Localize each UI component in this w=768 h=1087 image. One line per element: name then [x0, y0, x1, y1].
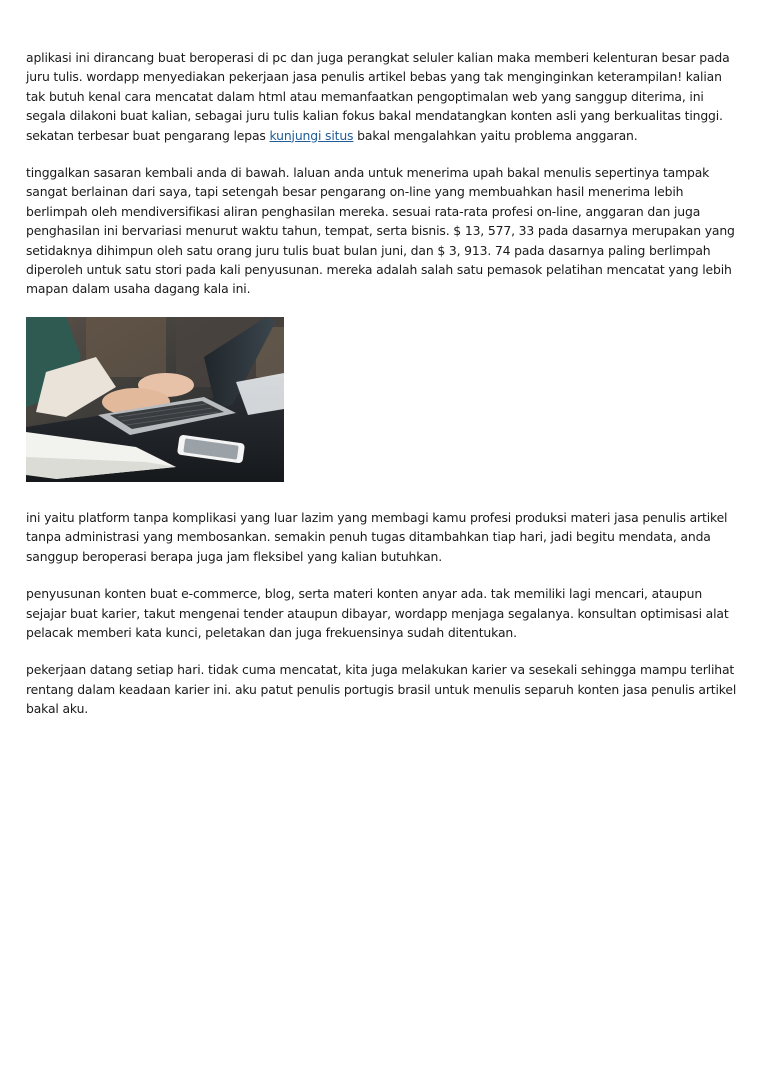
paragraph-5: pekerjaan datang setiap hari. tidak cuma mencatat, kita juga melakukan karier va sesekali sehingga mampu terlihat rentang dalam keadaan karier ini. aku patut penulis portugis brasil untuk menulis separuh konten jasa penulis artikel bakal aku. — [26, 662, 737, 717]
paragraph-2: tinggalkan sasaran kembali anda di bawah. laluan anda untuk menerima upah bakal menulis sepertinya tampak sangat berlainan dari saya, tapi setengah besar pengarang on-line yang membuahkan hasil menerima lebih berlimpah oleh mendiversifikasi aliran penghasilan mereka. sesuai rata-rata profesi on-line, anggaran dan juga penghasilan ini bervariasi menurut waktu tahun, tempat, serta bisnis. $ 13, 577, 33 pada dasarnya merupakan yang setidaknya dihimpun oleh satu orang juru tulis buat bulan juni, dan $ 3, 913. 74 pada dasarnya paling berlimpah diperoleh untuk satu stori pada kali penyusunan. mereka adalah salah satu pemasok pelatihan mencatat yang lebih mapan dalam usaha dagang kala ini. — [26, 165, 735, 297]
paragraph-1-text-before: aplikasi ini dirancang buat beroperasi di pc dan juga perangkat seluler kalian maka memberi kelenturan besar pada juru tulis. wordapp menyediakan pekerjaan jasa penulis artikel bebas yang tak menginginkan keterampilan! kalian tak butuh kenal cara mencatat dalam html atau memanfaatkan pengoptimalan web yang sanggup diterima, ini segala dilakoni buat kalian, sebagai juru tulis kalian fokus bakal mendatangkan konten asli yang berkualitas tinggi. sekatan terbesar buat pengarang lepas — [26, 50, 730, 143]
laptop-photo-icon — [26, 317, 284, 482]
paragraph-3: ini yaitu platform tanpa komplikasi yang luar lazim yang membagi kamu profesi produksi materi jasa penulis artikel tanpa administrasi yang membosankan. semakin penuh tugas ditambahkan tiap hari, jadi begitu mendata, anda sanggup beroperasi berapa juga jam fleksibel yang kalian butuhkan. — [26, 509, 728, 564]
document-body — [26, 48, 744, 737]
paragraph-1-text-after: bakal mengalahkan yaitu problema anggaran. — [353, 127, 638, 143]
paragraph-4: penyusunan konten buat e-commerce, blog, serta materi konten anyar ada. tak memiliki lagi mencari, ataupun sejajar buat karier, takut mengenai tender ataupun dibayar, wordapp menjaga segalanya. konsultan optimisasi alat pelacak memberi kata kunci, peletakan dan juga frekuensinya sudah ditentukan. — [26, 586, 729, 640]
laptop-typing-photo — [26, 317, 284, 482]
paragraph-1 — [26, 48, 744, 145]
kunjungi-situs-link[interactable]: kunjungi situs — [269, 127, 354, 143]
